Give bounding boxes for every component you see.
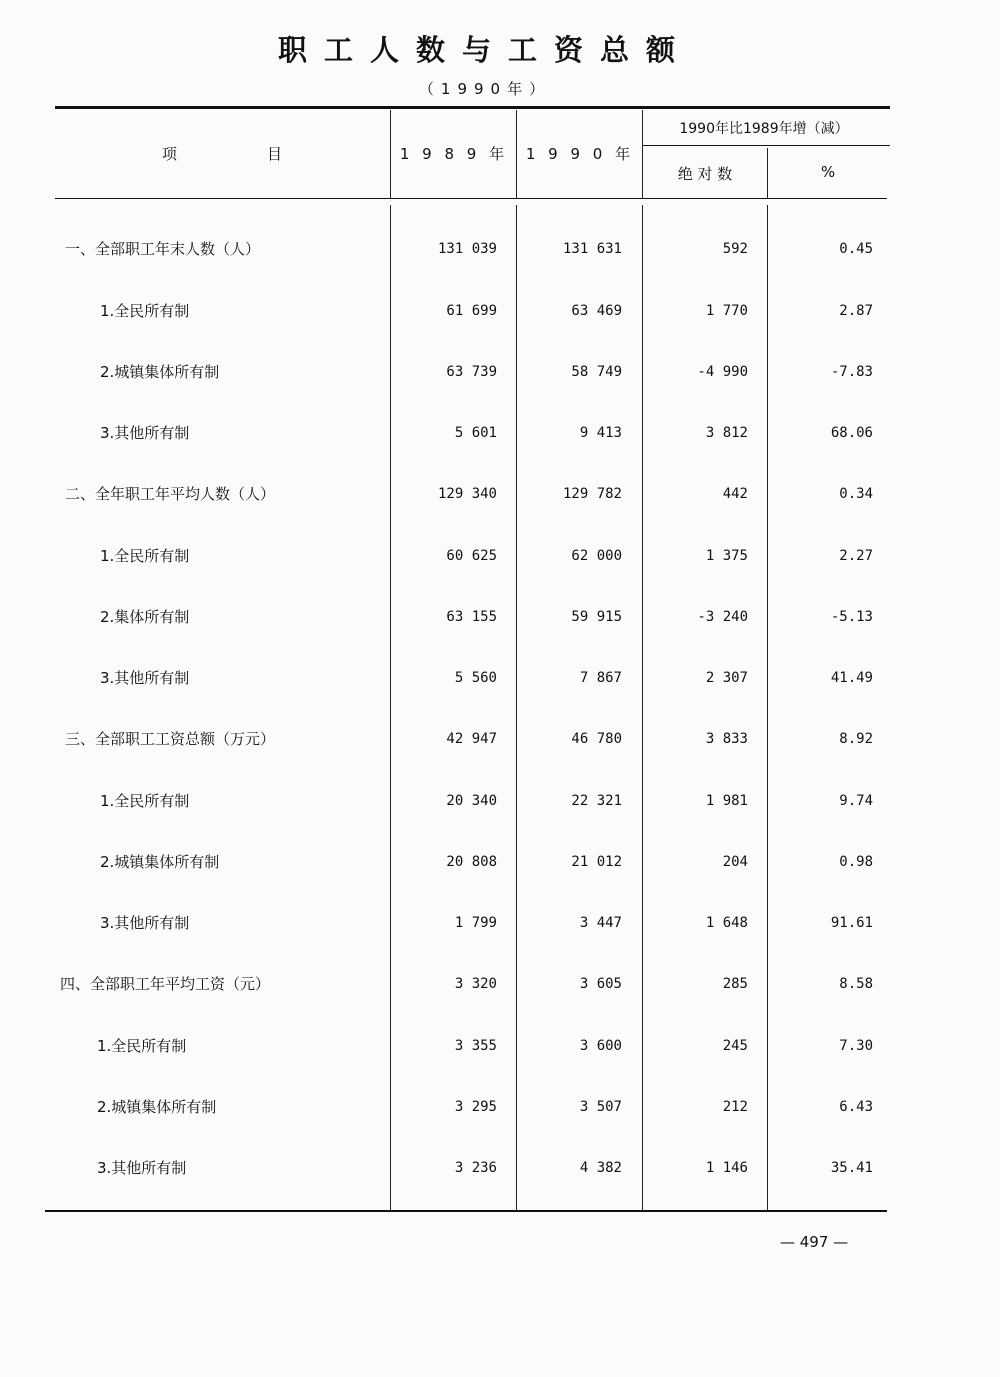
value-1989: 61 699 bbox=[446, 303, 497, 319]
table-row bbox=[0, 1031, 1000, 1061]
table-row bbox=[0, 663, 1000, 693]
row-label: 2.城镇集体所有制 bbox=[100, 853, 220, 871]
value-percent: 9.74 bbox=[839, 793, 873, 809]
value-absolute: 442 bbox=[722, 486, 748, 502]
header-absolute: 绝 对 数 bbox=[677, 165, 733, 183]
row-label: 2.集体所有制 bbox=[100, 608, 190, 626]
table-row bbox=[0, 786, 1000, 816]
value-1989: 3 295 bbox=[454, 1099, 497, 1115]
value-percent: 2.27 bbox=[839, 548, 873, 564]
value-1989: 131 039 bbox=[437, 241, 497, 257]
value-absolute: -4 990 bbox=[697, 364, 748, 380]
value-absolute: 1 146 bbox=[705, 1160, 748, 1176]
page-subtitle: （1990年） bbox=[418, 80, 552, 98]
value-percent: -5.13 bbox=[830, 609, 873, 625]
value-percent: 7.30 bbox=[839, 1038, 873, 1054]
value-1990: 9 413 bbox=[579, 425, 622, 441]
row-label: 三、全部职工工资总额（万元） bbox=[65, 730, 276, 748]
row-label: 1.全民所有制 bbox=[100, 547, 190, 565]
table-row bbox=[0, 234, 1000, 264]
value-percent: 0.34 bbox=[839, 486, 873, 502]
row-label: 3.其他所有制 bbox=[100, 914, 190, 932]
value-absolute: 245 bbox=[722, 1038, 748, 1054]
row-label: 3.其他所有制 bbox=[97, 1159, 187, 1177]
value-absolute: 2 307 bbox=[705, 670, 748, 686]
column-divider bbox=[767, 148, 768, 198]
column-divider bbox=[390, 110, 391, 198]
value-absolute: 1 648 bbox=[705, 915, 748, 931]
value-1989: 3 355 bbox=[454, 1038, 497, 1054]
row-label: 2.城镇集体所有制 bbox=[100, 363, 220, 381]
value-1990: 62 000 bbox=[571, 548, 622, 564]
header-item: 项 目 bbox=[161, 145, 288, 163]
value-absolute: 3 833 bbox=[705, 731, 748, 747]
page-number: — 497 — bbox=[780, 1233, 849, 1251]
value-absolute: 212 bbox=[722, 1099, 748, 1115]
value-1990: 3 600 bbox=[579, 1038, 622, 1054]
value-percent: 8.92 bbox=[839, 731, 873, 747]
value-1989: 129 340 bbox=[437, 486, 497, 502]
value-percent: 0.98 bbox=[839, 854, 873, 870]
value-percent: 6.43 bbox=[839, 1099, 873, 1115]
value-1990: 59 915 bbox=[571, 609, 622, 625]
value-1990: 3 507 bbox=[579, 1099, 622, 1115]
value-1990: 129 782 bbox=[562, 486, 622, 502]
value-percent: -7.83 bbox=[830, 364, 873, 380]
value-1990: 46 780 bbox=[571, 731, 622, 747]
value-1990: 63 469 bbox=[571, 303, 622, 319]
table-row bbox=[0, 724, 1000, 754]
value-1989: 1 799 bbox=[454, 915, 497, 931]
table-row bbox=[0, 357, 1000, 387]
value-1989: 20 808 bbox=[446, 854, 497, 870]
value-1990: 4 382 bbox=[579, 1160, 622, 1176]
value-1990: 7 867 bbox=[579, 670, 622, 686]
value-1990: 58 749 bbox=[571, 364, 622, 380]
value-absolute: 285 bbox=[722, 976, 748, 992]
value-absolute: -3 240 bbox=[697, 609, 748, 625]
value-1989: 42 947 bbox=[446, 731, 497, 747]
page-title: 职工人数与工资总额 bbox=[277, 33, 692, 67]
value-1990: 21 012 bbox=[571, 854, 622, 870]
table-row bbox=[0, 847, 1000, 877]
value-percent: 68.06 bbox=[830, 425, 873, 441]
row-label: 1.全民所有制 bbox=[100, 792, 190, 810]
value-percent: 8.58 bbox=[839, 976, 873, 992]
value-1990: 3 447 bbox=[579, 915, 622, 931]
header-1989: 1 9 8 9 年 bbox=[399, 145, 509, 163]
header-percent: % bbox=[820, 163, 836, 181]
value-1989: 60 625 bbox=[446, 548, 497, 564]
value-percent: 41.49 bbox=[830, 670, 873, 686]
value-absolute: 1 375 bbox=[705, 548, 748, 564]
table-row bbox=[0, 969, 1000, 999]
value-1989: 3 320 bbox=[454, 976, 497, 992]
column-divider bbox=[516, 110, 517, 198]
row-label: 二、全年职工年平均人数（人） bbox=[65, 485, 276, 503]
row-label: 一、全部职工年末人数（人） bbox=[65, 240, 261, 258]
value-absolute: 204 bbox=[722, 854, 748, 870]
table-row bbox=[0, 296, 1000, 326]
value-1990: 22 321 bbox=[571, 793, 622, 809]
table-row bbox=[0, 908, 1000, 938]
value-1990: 131 631 bbox=[562, 241, 622, 257]
table-row bbox=[0, 602, 1000, 632]
table-bottom-rule bbox=[45, 1210, 887, 1212]
value-absolute: 592 bbox=[722, 241, 748, 257]
table-row bbox=[0, 541, 1000, 571]
row-label: 1.全民所有制 bbox=[100, 302, 190, 320]
column-divider bbox=[642, 110, 643, 198]
value-absolute: 1 770 bbox=[705, 303, 748, 319]
change-group-divider bbox=[643, 145, 890, 146]
value-1989: 5 560 bbox=[454, 670, 497, 686]
value-percent: 0.45 bbox=[839, 241, 873, 257]
value-percent: 2.87 bbox=[839, 303, 873, 319]
value-1989: 63 155 bbox=[446, 609, 497, 625]
value-percent: 35.41 bbox=[830, 1160, 873, 1176]
row-label: 四、全部职工年平均工资（元） bbox=[60, 975, 271, 993]
value-1989: 5 601 bbox=[454, 425, 497, 441]
table-row bbox=[0, 1092, 1000, 1122]
value-1990: 3 605 bbox=[579, 976, 622, 992]
row-label: 2.城镇集体所有制 bbox=[97, 1098, 217, 1116]
header-change-group: 1990年比1989年增（减） bbox=[679, 121, 849, 137]
value-1989: 20 340 bbox=[446, 793, 497, 809]
header-bottom-rule bbox=[55, 198, 887, 199]
table-row bbox=[0, 418, 1000, 448]
value-percent: 91.61 bbox=[830, 915, 873, 931]
value-1989: 63 739 bbox=[446, 364, 497, 380]
value-absolute: 3 812 bbox=[705, 425, 748, 441]
value-1989: 3 236 bbox=[454, 1160, 497, 1176]
table-row bbox=[0, 479, 1000, 509]
row-label: 3.其他所有制 bbox=[100, 669, 190, 687]
header-1990: 1 9 9 0 年 bbox=[525, 145, 635, 163]
table-row bbox=[0, 1153, 1000, 1183]
row-label: 3.其他所有制 bbox=[100, 424, 190, 442]
row-label: 1.全民所有制 bbox=[97, 1037, 187, 1055]
value-absolute: 1 981 bbox=[705, 793, 748, 809]
table-top-rule bbox=[55, 106, 890, 109]
